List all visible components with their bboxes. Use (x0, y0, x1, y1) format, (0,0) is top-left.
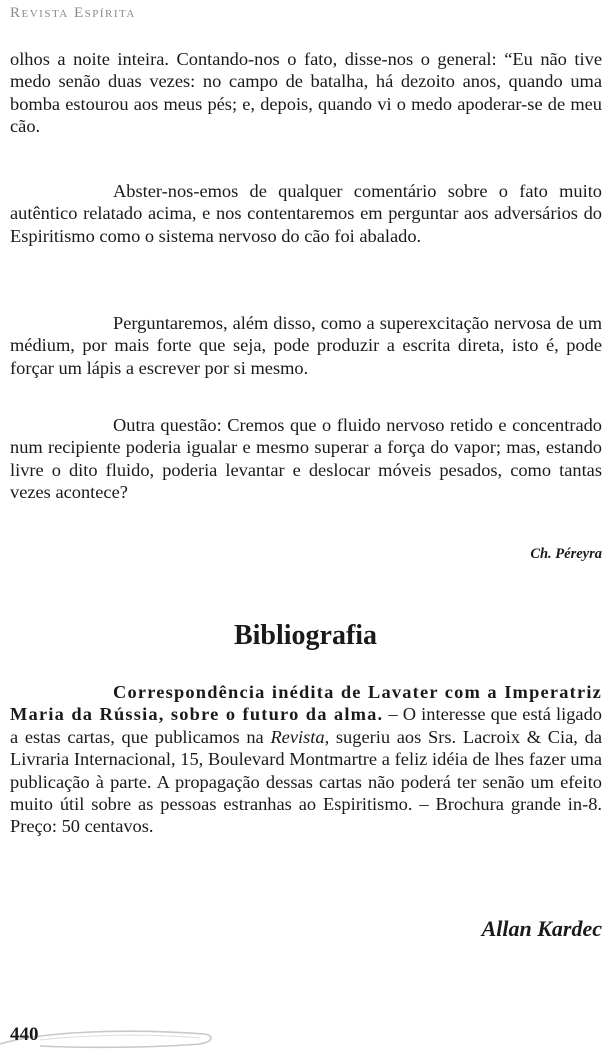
bibliography-text-2: , sugeriu aos Srs. Lacroix & Cia, da Livraria Internacional, 15, Boulevard Montmartre a feliz idéia de lhes fazer uma publicação à parte. A propagação dessas cartas não poderá ter senão um efeito muito útil sobre as pessoas estranhas ao Espiritismo. – Brochura grande in-8. Preço: 50 centavos. (10, 726, 602, 837)
bibliography-paragraph (10, 681, 602, 838)
final-signature: Allan Kardec (481, 916, 602, 941)
article-body-2 (10, 180, 602, 247)
paragraph-3: Perguntaremos, além disso, como a superexcitação nervosa de um médium, por mais forte que seja, pode produzir a escrita direta, isto é, pode forçar um lápis a escrever por si mesmo. (10, 313, 602, 378)
article-body-4 (10, 414, 602, 504)
paragraph-4: Outra questão: Cremos que o fluido nervoso retido e concentrado num recipiente poderia igualar e mesmo superar a força do vapor; mas, estando livre o dito fluido, poderia levantar e deslocar móveis pesados, como tantas vezes acontece? (10, 415, 602, 503)
bibliography-body (10, 681, 602, 838)
journal-name: Revista (270, 726, 325, 747)
running-header: Revista Espírita (10, 5, 136, 21)
author-signature: Ch. Péreyra (530, 546, 602, 562)
page-number: 440 (10, 1024, 39, 1045)
bibliography-text-1: – O interesse que está ligado a estas cartas, que publicamos na (10, 704, 602, 747)
paragraph-2: Abster-nos-emos de qualquer comentário sobre o fato muito autêntico relatado acima, e nos contentaremos em perguntar aos adversários do Espiritismo como o sistema nervoso do cão foi abalado. (10, 181, 602, 246)
paragraph-1: olhos a noite inteira. Contando-nos o fato, disse-nos o general: “Eu não tive medo senão duas vezes: no campo de batalha, há dezoito anos, quando uma bomba estourou aos meus pés; e, depois, quando vi o medo apoderar-se de meu cão. (10, 49, 602, 137)
article-body-3 (10, 312, 602, 379)
book-title: Correspondência inédita de Lavater com a Imperatriz Maria da Rússia, sobre o futuro da alma. (10, 682, 602, 725)
article-body (10, 48, 602, 138)
section-heading: Bibliografia (233, 620, 378, 651)
